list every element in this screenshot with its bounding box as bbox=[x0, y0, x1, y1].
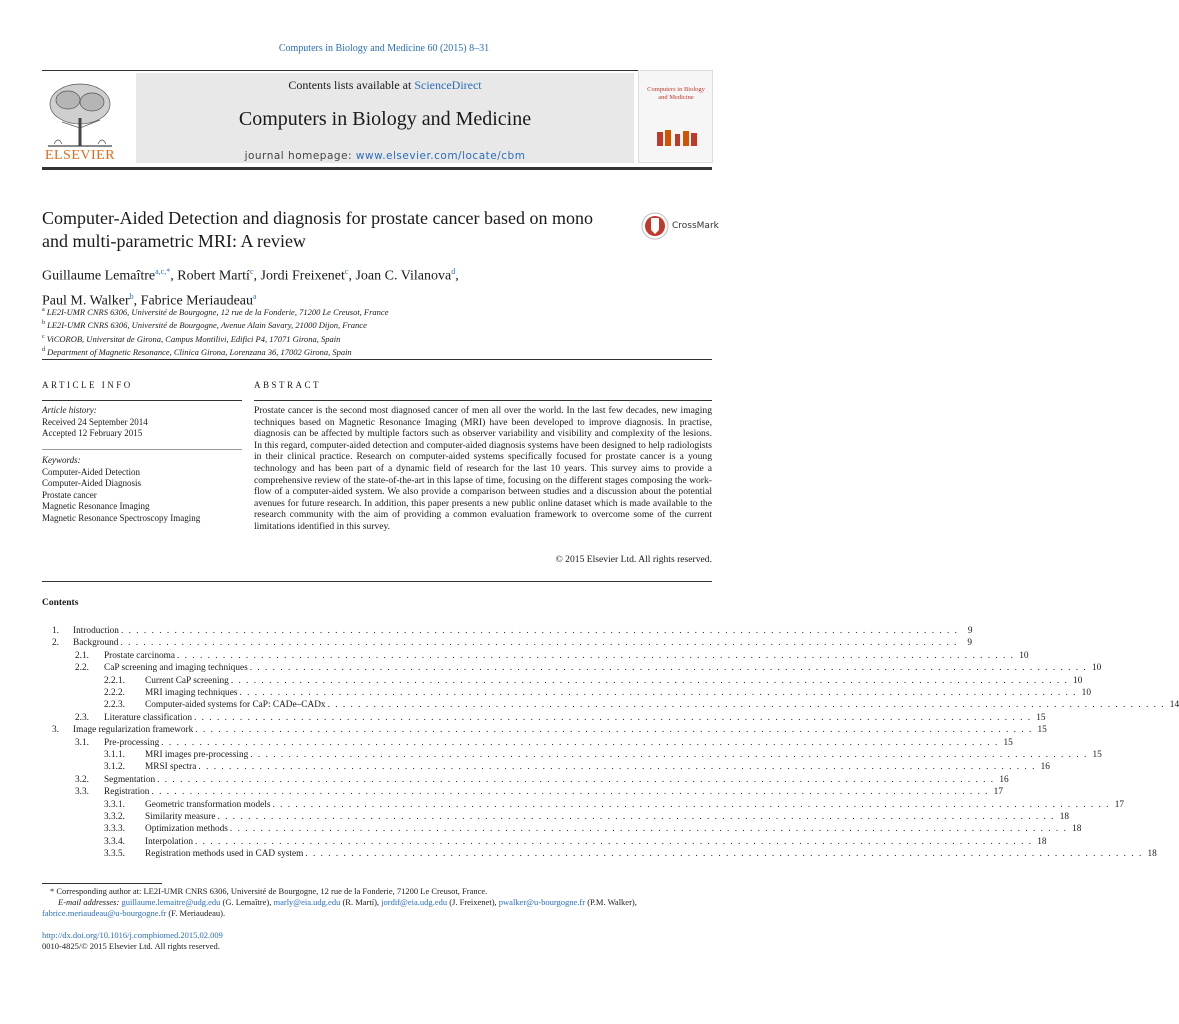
toc-number: 2. bbox=[52, 638, 59, 649]
toc-label[interactable]: Optimization methods bbox=[145, 824, 228, 835]
toc-page-number: 16 bbox=[1040, 762, 1050, 773]
toc-number: 3.3.1. bbox=[104, 799, 125, 810]
toc-leader-dots: . . . . . . . . . . . . . . . . . . . . . . . . . . . . . . . . . . . . . . . . . . . . . . . . . . . . . . . . . . . . . . . . . . . . . . . . . . . . . . . . . . . . . . . . . . . . . . . . . . . . . . . . . . . . . . bbox=[120, 638, 958, 649]
section-divider bbox=[42, 359, 712, 360]
author-separator: , bbox=[133, 293, 141, 309]
contents-prefix: Contents lists available at bbox=[288, 78, 415, 92]
toc-leader-dots: . . . . . . . . . . . . . . . . . . . . . . . . . . . . . . . . . . . . . . . . . . . . . . . . . . . . . . . . . . . . . . . . . . . . . . . . . . . . . . . . . . . . . . . . . . . . . . . . . . . . . . . . . . . . . . bbox=[327, 700, 1166, 711]
author-affil-marker[interactable]: b bbox=[129, 291, 134, 301]
keywords-label: Keywords: bbox=[42, 455, 81, 465]
publisher-wordmark: ELSEVIER bbox=[44, 148, 116, 163]
running-head[interactable]: Computers in Biology and Medicine 60 (2015) 8–31 bbox=[278, 43, 490, 54]
toc-label[interactable]: Interpolation bbox=[145, 836, 194, 847]
affiliation-text: LE2I-UMR CNRS 6306, Université de Bourgogne, Avenue Alain Savary, 21000 Dijon, France bbox=[47, 320, 367, 331]
toc-leader-dots: . . . . . . . . . . . . . . . . . . . . . . . . . . . . . . . . . . . . . . . . . . . . . . . . . . . . . . . . . . . . . . . . . . . . . . . . . . . . . . . . . . . . . . . . . . . . . . . . . . . . . . . . . . . . . . bbox=[195, 836, 1033, 847]
keyword: Magnetic Resonance Spectroscopy Imaging bbox=[42, 512, 201, 523]
footnotes bbox=[42, 886, 712, 919]
abstract-rule bbox=[254, 400, 712, 401]
abstract-heading: ABSTRACT bbox=[254, 380, 322, 390]
toc-label[interactable]: Literature classification bbox=[104, 712, 193, 723]
affiliation bbox=[42, 345, 642, 358]
toc-entry[interactable] bbox=[42, 786, 1003, 798]
toc-page-number: 10 bbox=[1091, 663, 1102, 674]
author-name: Guillaume Lemaître bbox=[42, 268, 156, 284]
toc-label[interactable]: Pre-processing bbox=[104, 737, 160, 748]
author-separator: , bbox=[348, 268, 356, 284]
affiliation-text: Department of Magnetic Resonance, Clinica Girona, Lorenzana 36, 17002 Girona, Spain bbox=[47, 346, 352, 357]
toc-page-number: 15 bbox=[1036, 712, 1046, 723]
toc-label[interactable]: Image regularization framework bbox=[73, 725, 194, 736]
toc-entry[interactable] bbox=[42, 823, 1082, 835]
affiliation-marker: a bbox=[42, 307, 45, 313]
toc-leader-dots: . . . . . . . . . . . . . . . . . . . . . . . . . . . . . . . . . . . . . . . . . . . . . . . . . . . . . . . . . . . . . . . . . . . . . . . . . . . . . . . . . . . . . . . . . . . . . . . . . . . . . . . . . . . . . . bbox=[229, 824, 1068, 835]
toc-entry[interactable] bbox=[42, 625, 973, 637]
toc-entry[interactable] bbox=[42, 811, 1070, 823]
author-affil-marker[interactable]: d bbox=[451, 267, 456, 276]
authors-line-1 bbox=[42, 262, 642, 287]
toc-page-number: 15 bbox=[1092, 750, 1102, 760]
toc-label[interactable]: Segmentation bbox=[104, 774, 156, 785]
email-link[interactable]: jordif@eia.udg.edu bbox=[381, 897, 448, 907]
toc-entry[interactable] bbox=[42, 687, 1091, 699]
toc-page-number: 17 bbox=[993, 787, 1003, 798]
contents-divider bbox=[42, 581, 712, 582]
email-owner: (R. Martí), bbox=[340, 897, 382, 907]
toc-page-number: 10 bbox=[1073, 675, 1083, 686]
corresponding-author-note: * Corresponding author at: LE2I-UMR CNRS 6306, Université de Bourgogne, 12 rue de la Fonderie, 71200 Le Creusot, France. bbox=[50, 886, 488, 896]
toc-number: 2.2.2. bbox=[104, 688, 125, 698]
affiliation bbox=[42, 305, 642, 318]
affiliation bbox=[42, 318, 642, 331]
toc-entry[interactable] bbox=[42, 675, 1083, 687]
affiliation-marker: c bbox=[42, 333, 45, 340]
toc-leader-dots: . . . . . . . . . . . . . . . . . . . . . . . . . . . . . . . . . . . . . . . . . . . . . . . . . . . . . . . . . . . . . . . . . . . . . . . . . . . . . . . . . . . . . . . . . . . . . . . . . . . . . . . . . . . . . . bbox=[272, 799, 1110, 810]
toc-entry[interactable] bbox=[42, 761, 1050, 773]
abstract-text: Prostate cancer is the second most diagnosed cancer of men all over the world. In the last few decades, new imaging techniques based on Magnetic Resonance Imaging (MRI) have been developed to improve diagnosis. In practise, diagnosis can be affected by multiple factors such as observer variability and visibility and complexity of the lesions. In this regard, computer-aided detection and computer-aided diagnosis systems have been designed to help radiologists in their clinical practice. Research on computer-aided systems specifically focused for prostate cancer is a young technology and has been part of a dynamic field of research for the last 10 years. This survey aims to provide a comprehensive review of the state-of-the-art in this lapse of time, focusing on the different stages composing the work-flow of a computer-aided system. We also provide a comparison between studies and a discussion about the potential avenues for future research. In addition, this paper presents a new public online dataset which is made available to the research community with the aim of providing a common evaluation framework to overcome some of the current limitations identified in this survey. bbox=[254, 405, 712, 532]
toc-number: 2.1. bbox=[75, 650, 89, 661]
author-name: Fabrice Meriaudeau bbox=[140, 293, 254, 309]
email-owner: (F. Meriaudeau). bbox=[166, 908, 226, 918]
toc-entry[interactable] bbox=[42, 749, 1102, 761]
email-owner: (J. Freixenet), bbox=[447, 897, 499, 907]
toc-page-number: 18 bbox=[1072, 824, 1082, 835]
email-link[interactable]: guillaume.lemaitre@udg.edu bbox=[121, 897, 221, 907]
author-affil-marker[interactable]: c bbox=[249, 267, 254, 276]
contents-available-line bbox=[136, 78, 634, 93]
author-name: Robert Martí bbox=[177, 268, 250, 284]
toc-number: 3.1. bbox=[75, 737, 89, 748]
toc-label[interactable]: Registration bbox=[104, 787, 150, 798]
toc-leader-dots: . . . . . . . . . . . . . . . . . . . . . . . . . . . . . . . . . . . . . . . . . . . . . . . . . . . . . . . . . . . . . . . . . . . . . . . . . . . . . . . . . . . . . . . . . . . . . . . . . . . . . . . . . . . . . . bbox=[151, 787, 989, 798]
toc-leader-dots: . . . . . . . . . . . . . . . . . . . . . . . . . . . . . . . . . . . . . . . . . . . . . . . . . . . . . . . . . . . . . . . . . . . . . . . . . . . . . . . . . . . . . . . . . . . . . . . . . . . . . . . . . . . . . . bbox=[239, 688, 1077, 698]
toc-entry[interactable] bbox=[42, 799, 1124, 811]
toc-page-number: 17 bbox=[1114, 799, 1124, 810]
toc-label[interactable]: CaP screening and imaging techniques bbox=[104, 663, 248, 674]
toc-leader-dots: . . . . . . . . . . . . . . . . . . . . . . . . . . . . . . . . . . . . . . . . . . . . . . . . . . . . . . . . . . . . . . . . . . . . . . . . . . . . . . . . . . . . . . . . . . . . . . . . . . . . . . . . . . . . . . bbox=[230, 675, 1069, 686]
author-separator: , bbox=[455, 268, 459, 284]
toc-leader-dots: . . . . . . . . . . . . . . . . . . . . . . . . . . . . . . . . . . . . . . . . . . . . . . . . . . . . . . . . . . . . . . . . . . . . . . . . . . . . . . . . . . . . . . . . . . . . . . . . . . . . . . . . . . . . . . bbox=[177, 650, 1015, 661]
toc-number: 3.3.4. bbox=[104, 836, 125, 847]
email-label: E-mail addresses: bbox=[58, 897, 120, 907]
toc-number: 3.3.3. bbox=[104, 824, 125, 835]
affiliation-marker: d bbox=[42, 346, 45, 353]
email-link[interactable]: pwalker@u-bourgogne.fr bbox=[498, 897, 586, 907]
author-separator: , bbox=[253, 268, 261, 284]
toc-page-number: 16 bbox=[999, 774, 1009, 785]
toc-page-number: 18 bbox=[1059, 812, 1070, 822]
toc-label[interactable]: MRSI spectra bbox=[145, 762, 197, 773]
history-label: Article history: bbox=[42, 405, 97, 415]
affiliation bbox=[42, 332, 642, 345]
toc-page-number: 9 bbox=[967, 626, 973, 636]
email-addresses-cont bbox=[42, 908, 712, 919]
toc-entry[interactable] bbox=[42, 650, 1029, 662]
contents-title: Contents bbox=[42, 598, 79, 608]
toc-label[interactable]: Geometric transformation models bbox=[145, 799, 271, 810]
email-owner: (G. Lemaître), bbox=[220, 897, 274, 907]
toc-page-number: 10 bbox=[1081, 688, 1091, 698]
author-name: Paul M. Walker bbox=[42, 293, 130, 309]
header-rule-top bbox=[42, 70, 712, 71]
keyword: Prostate cancer bbox=[42, 489, 97, 500]
toc-entry[interactable] bbox=[42, 836, 1047, 848]
journal-homepage-line bbox=[136, 150, 634, 162]
toc-entry[interactable] bbox=[42, 724, 1047, 736]
toc-label[interactable]: MRI images pre-processing bbox=[145, 750, 249, 760]
keyword: Computer-Aided Diagnosis bbox=[42, 478, 142, 488]
affiliation-marker: b bbox=[42, 320, 45, 327]
keywords-block bbox=[42, 455, 242, 524]
toc-leader-dots: . . . . . . . . . . . . . . . . . . . . . . . . . . . . . . . . . . . . . . . . . . . . . . . . . . . . . . . . . . . . . . . . . . . . . . . . . . . . . . . . . . . . . . . . . . . . . . . . . . . . . . . . . . . . . . bbox=[161, 737, 999, 748]
toc-number: 2.2.1. bbox=[104, 675, 125, 686]
toc-number: 2.2.3. bbox=[104, 700, 125, 711]
toc-entry[interactable] bbox=[42, 848, 1157, 860]
cover-graphic bbox=[655, 128, 700, 150]
toc-number: 3.2. bbox=[75, 774, 89, 785]
toc-page-number: 10 bbox=[1019, 650, 1029, 661]
toc-label[interactable]: Registration methods used in CAD system bbox=[145, 849, 304, 860]
toc-page-number: 18 bbox=[1147, 849, 1157, 860]
journal-title: Computers in Biology and Medicine bbox=[238, 108, 532, 130]
toc-page-number: 15 bbox=[1037, 725, 1047, 736]
author-affil-marker[interactable]: c bbox=[344, 267, 349, 276]
article-info-rule bbox=[42, 400, 242, 401]
keyword: Magnetic Resonance Imaging bbox=[42, 501, 150, 511]
author-affil-marker[interactable]: a bbox=[253, 291, 257, 301]
affiliations bbox=[42, 305, 642, 358]
homepage-link[interactable]: www.elsevier.com/locate/cbm bbox=[355, 150, 526, 162]
author-affil-marker[interactable]: a,c,* bbox=[155, 267, 171, 276]
toc-number: 3.3.2. bbox=[104, 812, 125, 822]
toc-page-number: 18 bbox=[1037, 836, 1047, 847]
email-link[interactable]: marly@eia.udg.edu bbox=[273, 897, 341, 907]
toc-leader-dots: . . . . . . . . . . . . . . . . . . . . . . . . . . . . . . . . . . . . . . . . . . . . . . . . . . . . . . . . . . . . . . . . . . . . . . . . . . . . . . . . . . . . . . . . . . . . . . . . . . . . . . . . . . . . . . bbox=[120, 626, 959, 636]
toc-entry[interactable] bbox=[42, 662, 1102, 674]
toc-entry[interactable] bbox=[42, 712, 1046, 724]
toc-number: 3.3.5. bbox=[104, 849, 125, 860]
toc-number: 2.3. bbox=[75, 712, 89, 723]
sciencedirect-link[interactable]: ScienceDirect bbox=[414, 78, 482, 92]
author-separator: , bbox=[170, 268, 178, 284]
toc-leader-dots: . . . . . . . . . . . . . . . . . . . . . . . . . . . . . . . . . . . . . . . . . . . . . . . . . . . . . . . . . . . . . . . . . . . . . . . . . . . . . . . . . . . . . . . . . . . . . . . . . . . . . . . . . . . . . . bbox=[157, 774, 995, 785]
author-name: Jordi Freixenet bbox=[260, 268, 345, 284]
footnote-rule bbox=[42, 883, 162, 884]
toc-number: 3. bbox=[52, 725, 59, 736]
toc-entry[interactable] bbox=[42, 774, 1009, 786]
author-list bbox=[42, 262, 642, 311]
toc-page-number: 9 bbox=[967, 638, 972, 649]
toc-label[interactable]: Computer-aided systems for CaP: CADe–CADx bbox=[145, 700, 326, 711]
paper-title: Computer-Aided Detection and diagnosis for prostate cancer based on mono and multi-parametric MRI: A review bbox=[42, 208, 593, 251]
toc-label[interactable]: Background bbox=[73, 638, 119, 649]
toc-leader-dots: . . . . . . . . . . . . . . . . . . . . . . . . . . . . . . . . . . . . . . . . . . . . . . . . . . . . . . . . . . . . . . . . . . . . . . . . . . . . . . . . . . . . . . . . . . . . . . . . . . . . . . . . . . . . . . bbox=[198, 762, 1036, 773]
toc-number: 3.1.2. bbox=[104, 762, 125, 773]
abstract-copyright: © 2015 Elsevier Ltd. All rights reserved. bbox=[555, 554, 712, 565]
cover-title: Computers in Biology and Medicine bbox=[647, 86, 705, 102]
toc-page-number: 14 bbox=[1169, 700, 1179, 711]
crossmark-label[interactable]: CrossMark bbox=[672, 221, 719, 231]
article-info-subrule bbox=[42, 449, 242, 450]
received-date: Received 24 September 2014 bbox=[42, 416, 148, 427]
email-owner: (P.M. Walker), bbox=[585, 897, 637, 907]
toc-label[interactable]: Similarity measure bbox=[145, 812, 216, 822]
email-addresses bbox=[42, 897, 712, 908]
toc-label[interactable]: Current CaP screening bbox=[145, 675, 229, 686]
toc-leader-dots: . . . . . . . . . . . . . . . . . . . . . . . . . . . . . . . . . . . . . . . . . . . . . . . . . . . . . . . . . . . . . . . . . . . . . . . . . . . . . . . . . . . . . . . . . . . . . . . . . . . . . . . . . . . . . . bbox=[195, 725, 1033, 736]
accepted-date: Accepted 12 February 2015 bbox=[42, 428, 143, 438]
toc-page-number: 15 bbox=[1003, 737, 1013, 748]
toc-leader-dots: . . . . . . . . . . . . . . . . . . . . . . . . . . . . . . . . . . . . . . . . . . . . . . . . . . . . . . . . . . . . . . . . . . . . . . . . . . . . . . . . . . . . . . . . . . . . . . . . . . . . . . . . . . . . . . bbox=[217, 812, 1056, 822]
article-info-heading: ARTICLE INFO bbox=[42, 380, 133, 390]
affiliation-text: ViCOROB, Universitat de Girona, Campus Montilivi, Edifici P4, 17071 Girona, Spain bbox=[46, 333, 341, 344]
toc-entry[interactable] bbox=[42, 699, 1179, 711]
toc-leader-dots: . . . . . . . . . . . . . . . . . . . . . . . . . . . . . . . . . . . . . . . . . . . . . . . . . . . . . . . . . . . . . . . . . . . . . . . . . . . . . . . . . . . . . . . . . . . . . . . . . . . . . . . . . . . . . . bbox=[194, 712, 1032, 723]
toc-number: 2.2. bbox=[75, 663, 89, 674]
keyword: Computer-Aided Detection bbox=[42, 466, 141, 477]
toc-number: 3.3. bbox=[75, 787, 89, 798]
toc-leader-dots: . . . . . . . . . . . . . . . . . . . . . . . . . . . . . . . . . . . . . . . . . . . . . . . . . . . . . . . . . . . . . . . . . . . . . . . . . . . . . . . . . . . . . . . . . . . . . . . . . . . . . . . . . . . . . . bbox=[305, 849, 1143, 860]
crossmark-icon[interactable] bbox=[641, 212, 669, 240]
toc-number: 3.1.1. bbox=[104, 750, 125, 760]
toc-label[interactable]: MRI imaging techniques bbox=[145, 688, 238, 698]
author-name: Joan C. Vilanova bbox=[355, 268, 452, 284]
doi-link[interactable]: http://dx.doi.org/10.1016/j.compbiomed.2015.02.009 bbox=[42, 930, 223, 940]
article-history bbox=[42, 405, 242, 440]
toc-entry[interactable] bbox=[42, 737, 1013, 749]
issn-line: 0010-4825/© 2015 Elsevier Ltd. All rights reserved. bbox=[42, 941, 220, 951]
homepage-prefix: journal homepage: bbox=[244, 150, 356, 162]
toc-entry[interactable] bbox=[42, 637, 972, 649]
toc-label[interactable]: Prostate carcinoma bbox=[104, 650, 175, 661]
toc-leader-dots: . . . . . . . . . . . . . . . . . . . . . . . . . . . . . . . . . . . . . . . . . . . . . . . . . . . . . . . . . . . . . . . . . . . . . . . . . . . . . . . . . . . . . . . . . . . . . . . . . . . . . . . . . . . . . . bbox=[249, 663, 1088, 674]
header-rule-bottom bbox=[42, 167, 712, 170]
email-link[interactable]: fabrice.meriaudeau@u-bourgogne.fr bbox=[42, 908, 167, 918]
affiliation-text: LE2I-UMR CNRS 6306, Université de Bourgogne, 12 rue de la Fonderie, 71200 Le Creusot, France bbox=[46, 306, 389, 317]
toc-leader-dots: . . . . . . . . . . . . . . . . . . . . . . . . . . . . . . . . . . . . . . . . . . . . . . . . . . . . . . . . . . . . . . . . . . . . . . . . . . . . . . . . . . . . . . . . . . . . . . . . . . . . . . . . . . . . . . bbox=[250, 750, 1088, 760]
toc-label[interactable]: Introduction bbox=[73, 626, 119, 636]
toc-number: 1. bbox=[52, 626, 59, 636]
